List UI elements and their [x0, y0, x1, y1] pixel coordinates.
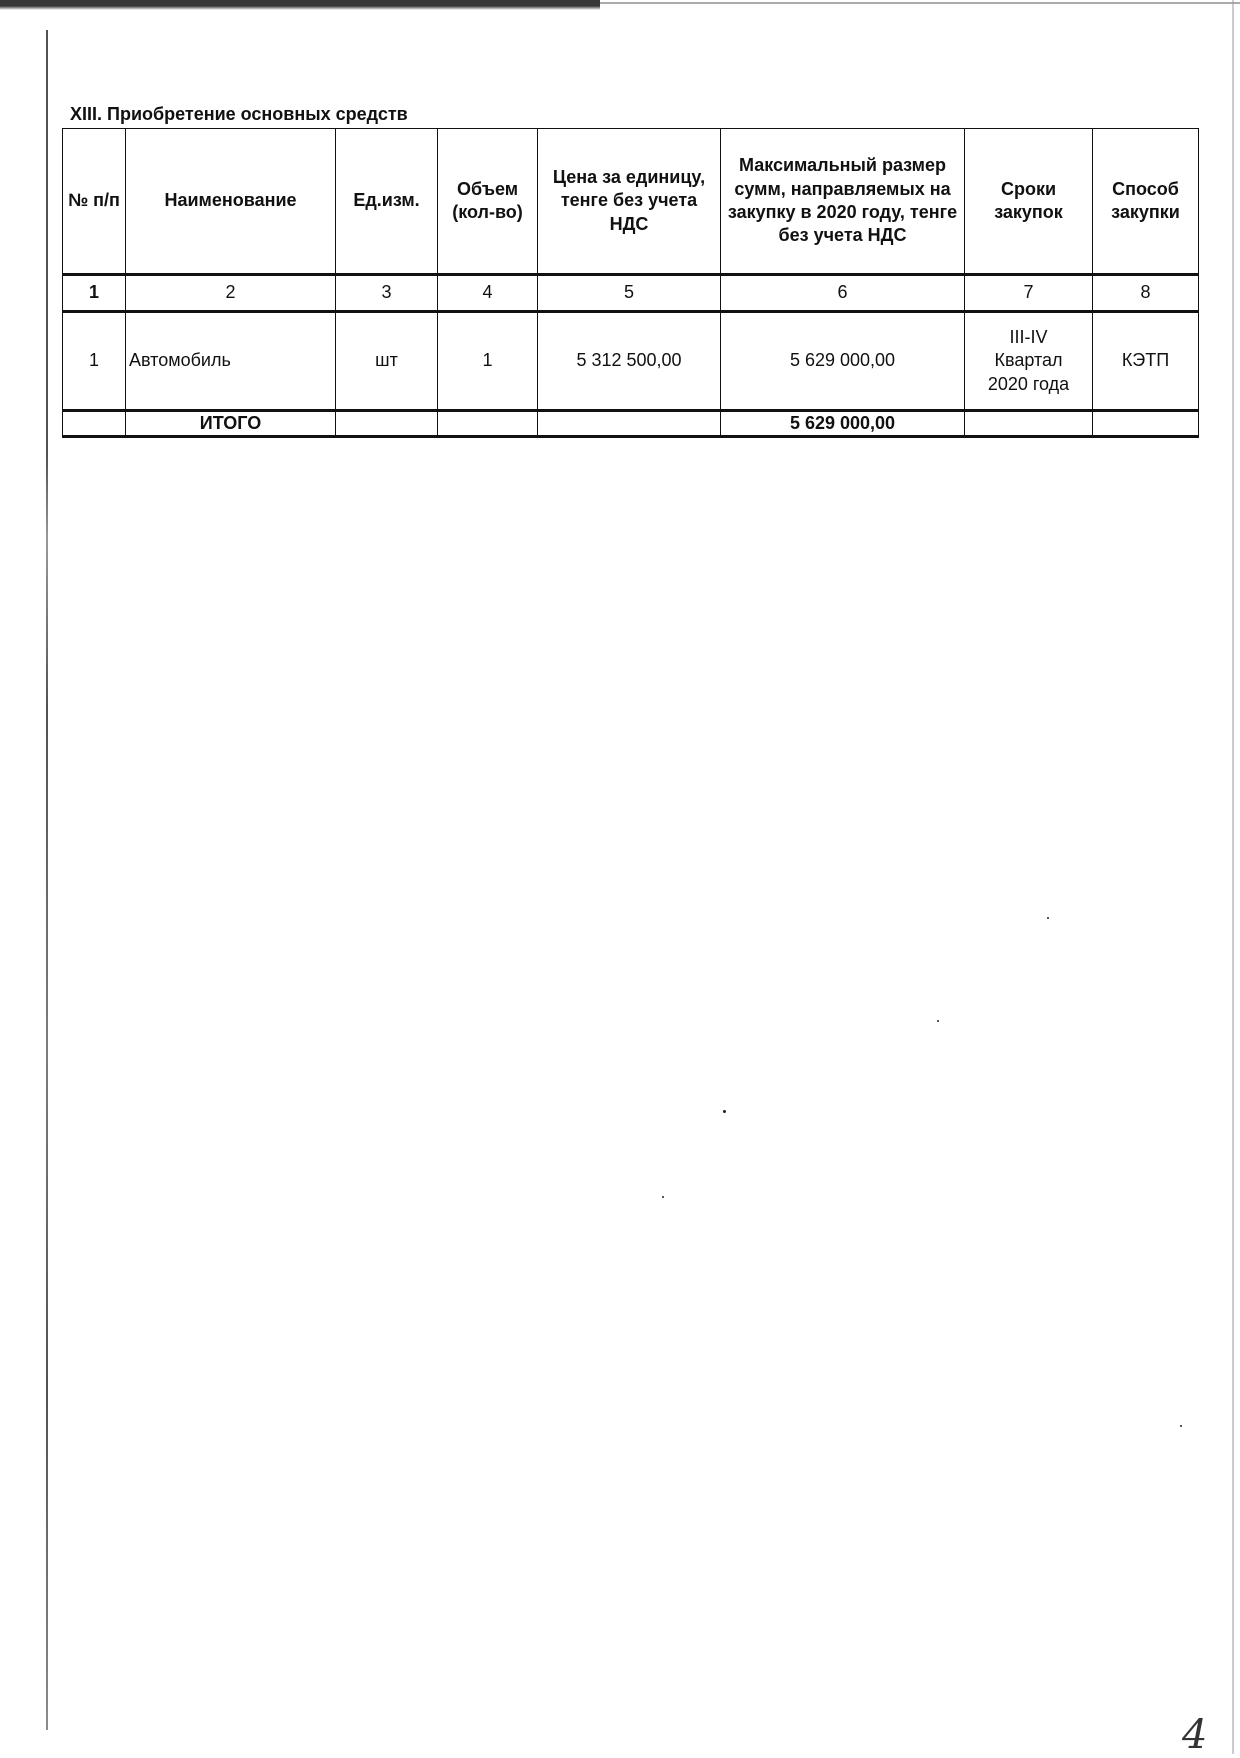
- header-cell-number: № п/п: [63, 129, 126, 275]
- header-cell-quantity: Объем (кол-во): [438, 129, 538, 275]
- scan-speck: [937, 1020, 939, 1022]
- column-number-cell: 1: [63, 275, 126, 312]
- row-method-cell: КЭТП: [1093, 312, 1199, 411]
- scan-edge-top: [0, 0, 600, 10]
- row-timeline-cell: [965, 312, 1093, 411]
- column-number-cell: 4: [438, 275, 538, 312]
- scan-edge-left: [46, 30, 48, 1730]
- row-name-cell: Автомобиль: [126, 312, 336, 411]
- column-number-row: [63, 275, 1199, 312]
- row-quantity-cell: 1: [438, 312, 538, 411]
- row-number-cell: 1: [63, 312, 126, 411]
- column-number-cell: 8: [1093, 275, 1199, 312]
- total-empty-cell: [1093, 411, 1199, 437]
- total-empty-cell: [336, 411, 438, 437]
- total-row: [63, 411, 1199, 437]
- table-header-row: [63, 129, 1199, 275]
- row-unit-cell: шт: [336, 312, 438, 411]
- scan-speck: [723, 1110, 726, 1113]
- total-empty-cell: [63, 411, 126, 437]
- scan-speck: [662, 1196, 664, 1198]
- total-empty-cell: [965, 411, 1093, 437]
- total-empty-cell: [538, 411, 721, 437]
- header-cell-timeline: Сроки закупок: [965, 129, 1093, 275]
- header-cell-unit-price: Цена за единицу, тенге без учета НДС: [538, 129, 721, 275]
- header-cell-max-amount: Максимальный размер сумм, направляемых на закупку в 2020 году, тенге без учета НДС: [721, 129, 965, 275]
- page-number: 4: [1182, 1712, 1208, 1758]
- header-cell-unit: Ед.изм.: [336, 129, 438, 275]
- total-empty-cell: [438, 411, 538, 437]
- scan-speck: [1047, 917, 1049, 919]
- header-cell-method: Способ закупки: [1093, 129, 1199, 275]
- scan-edge-right: [1232, 0, 1234, 1754]
- total-amount-cell: 5 629 000,00: [721, 411, 965, 437]
- section-title: XIII. Приобретение основных средств: [70, 104, 408, 124]
- column-number-cell: 2: [126, 275, 336, 312]
- fixed-assets-table: [62, 128, 1199, 438]
- timeline-line: III-IV: [1009, 326, 1048, 347]
- row-max-amount-cell: 5 629 000,00: [721, 312, 965, 411]
- scan-edge-top-line: [600, 2, 1240, 4]
- table-row: [63, 312, 1199, 411]
- timeline-line: 2020 года: [987, 373, 1070, 394]
- scan-speck: [1180, 1425, 1182, 1427]
- column-number-cell: 5: [538, 275, 721, 312]
- column-number-cell: 3: [336, 275, 438, 312]
- column-number-cell: 7: [965, 275, 1093, 312]
- column-number-cell: 6: [721, 275, 965, 312]
- row-unit-price-cell: 5 312 500,00: [538, 312, 721, 411]
- total-label-cell: ИТОГО: [126, 411, 336, 437]
- timeline-line: Квартал: [994, 350, 1063, 371]
- header-cell-name: Наименование: [126, 129, 336, 275]
